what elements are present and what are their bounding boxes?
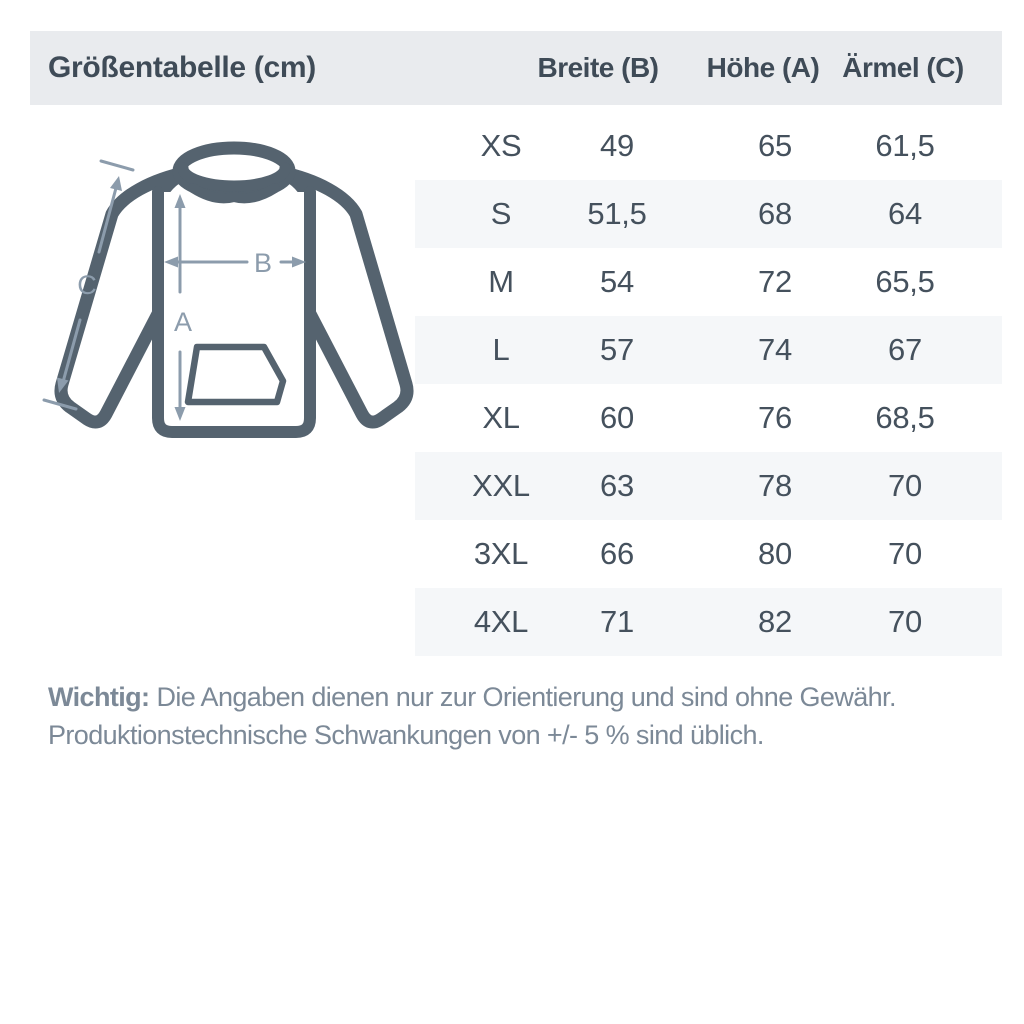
cell-hoehe: 80 — [758, 536, 792, 571]
column-header-hoehe: Höhe (A) — [706, 52, 820, 83]
cell-breite: 49 — [600, 128, 634, 163]
cell-breite: 51,5 — [587, 196, 647, 231]
cell-hoehe: 78 — [758, 468, 792, 503]
cell-aermel: 70 — [888, 468, 922, 503]
table-row — [415, 452, 1002, 520]
cell-breite: 57 — [600, 332, 634, 367]
cell-aermel: 68,5 — [875, 400, 935, 435]
table-row — [415, 384, 1002, 452]
size-table — [415, 112, 1002, 656]
cell-size: XS — [480, 128, 522, 163]
cell-hoehe: 74 — [758, 332, 792, 367]
cell-breite: 54 — [600, 264, 634, 299]
cell-hoehe: 82 — [758, 604, 792, 639]
cell-size: S — [490, 196, 512, 231]
cell-size: XXL — [472, 468, 530, 503]
table-row — [415, 520, 1002, 588]
cell-aermel: 65,5 — [875, 264, 935, 299]
cell-breite: 60 — [600, 400, 634, 435]
cell-hoehe: 65 — [758, 128, 792, 163]
cell-breite: 63 — [600, 468, 634, 503]
table-row — [415, 588, 1002, 656]
hoodie-pocket — [188, 347, 283, 402]
cell-aermel: 70 — [888, 604, 922, 639]
cell-size: XL — [482, 400, 520, 435]
table-header — [30, 31, 1002, 105]
hoodie-diagram — [0, 130, 440, 460]
height-label: A — [173, 307, 193, 337]
sleeve-label: C — [77, 270, 97, 300]
cell-size: 3XL — [473, 536, 529, 571]
cell-size: L — [492, 332, 510, 367]
cell-aermel: 64 — [888, 196, 922, 231]
footnote-line-1 — [48, 678, 988, 716]
cell-aermel: 67 — [888, 332, 922, 367]
cell-breite: 71 — [600, 604, 634, 639]
table-row — [415, 180, 1002, 248]
cell-size: M — [488, 264, 514, 299]
cell-aermel: 70 — [888, 536, 922, 571]
hoodie-icon — [61, 148, 407, 432]
cell-hoehe: 76 — [758, 400, 792, 435]
cell-hoehe: 68 — [758, 196, 792, 231]
footnote — [48, 678, 988, 754]
cell-hoehe: 72 — [758, 264, 792, 299]
cell-size: 4XL — [473, 604, 529, 639]
table-row — [415, 248, 1002, 316]
cell-aermel: 61,5 — [875, 128, 935, 163]
table-row — [415, 112, 1002, 180]
column-header-aermel: Ärmel (C) — [842, 52, 964, 83]
page-title: Größentabelle (cm) — [48, 51, 316, 84]
table-row — [415, 316, 1002, 384]
cell-breite: 66 — [600, 536, 634, 571]
footnote-important-label: Wichtig: — [48, 682, 150, 712]
width-label: B — [253, 248, 273, 278]
footnote-line-2: Produktionstechnische Schwankungen von +/- 5 % sind üblich. — [48, 720, 764, 750]
footnote-line-1-text: Die Angaben dienen nur zur Orientierung und sind ohne Gewähr. — [156, 682, 896, 712]
column-header-breite: Breite (B) — [537, 52, 659, 83]
